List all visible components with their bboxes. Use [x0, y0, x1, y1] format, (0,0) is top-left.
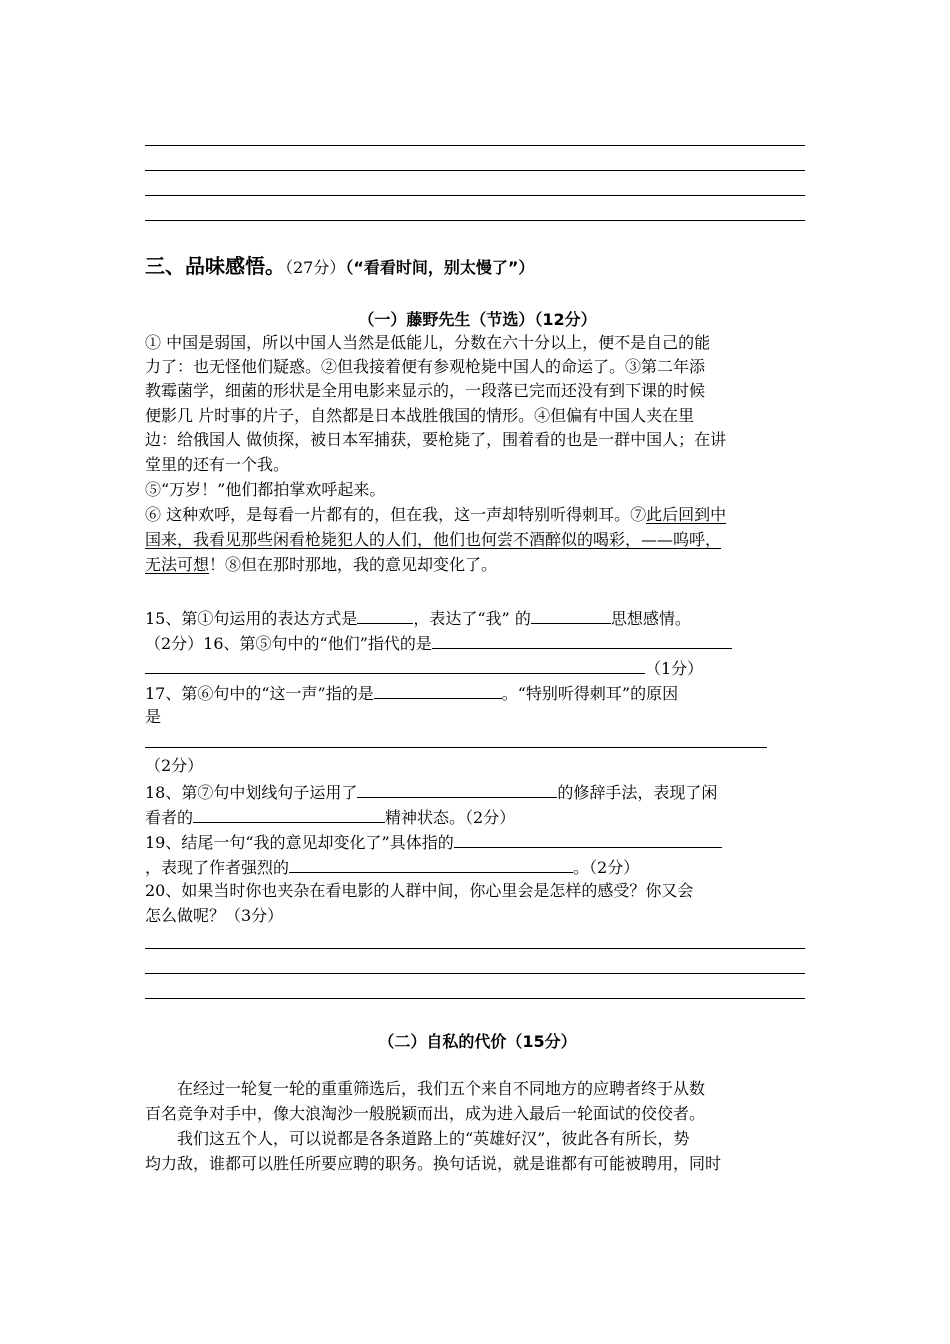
answer-line[interactable]: [145, 948, 805, 949]
passage-line: 便影几 片时事的片子，自然都是日本战胜俄国的情形。④但偏有中国人夹在里: [145, 406, 695, 425]
passage-line: 边：给俄国人 做侦探，被日本军捕获，要枪毙了，围着看的也是一群中国人；在讲: [145, 430, 727, 449]
question-19-cont: [145, 854, 810, 880]
section-title: 三、品味感悟。: [145, 254, 285, 278]
answer-blank[interactable]: [357, 605, 413, 624]
answer-blank[interactable]: [193, 804, 385, 823]
question-17-cont: [145, 705, 810, 729]
passage-title: （一）藤野先生（节选）（12分）: [358, 310, 597, 329]
question-text: 18、第⑦句中划线句子运用了: [145, 783, 358, 802]
question-text: 思想感情。: [610, 609, 691, 628]
answer-line[interactable]: [145, 220, 805, 221]
question-20: 20、如果当时你也夹杂在看电影的人群中间，你心里会是怎样的感受？你又会: [145, 881, 694, 900]
passage-line: [145, 553, 810, 577]
passage-line: [145, 503, 810, 527]
passage-text: ⑥ 这种欢呼，是每看一片都有的，但在我，这一声却特别听得刺耳。⑦: [145, 505, 647, 524]
passage-line: 百名竞争对手中，像大浪淘沙一般脱颖而出，成为进入最后一轮面试的佼佼者。: [145, 1104, 706, 1123]
answer-blank[interactable]: [145, 655, 645, 674]
section-heading: [145, 250, 534, 279]
answer-line[interactable]: [145, 145, 805, 146]
section-score: （27分）: [285, 258, 346, 277]
underlined-sentence: 无法可想: [145, 555, 210, 574]
answer-blank[interactable]: [432, 630, 732, 649]
question-text: （2分）16、第⑤句中的“他们”指代的是: [145, 634, 432, 653]
answer-blank[interactable]: [357, 779, 557, 798]
question-text: 看者的: [145, 808, 194, 827]
section-note: （“看看时间，别太慢了”）: [345, 258, 535, 277]
answer-blank[interactable]: [531, 605, 611, 624]
answer-line[interactable]: [145, 195, 805, 196]
question-text: ，表达了“我” 的: [413, 609, 531, 628]
answer-line[interactable]: [145, 973, 805, 974]
question-text: 的修辞手法，表现了闲: [557, 783, 718, 802]
question-text: 。（2分）: [573, 858, 640, 877]
answer-blank[interactable]: [454, 829, 722, 848]
question-score: （1分）: [645, 659, 704, 678]
passage-line: 在经过一轮复一轮的重重筛选后，我们五个来自不同地方的应聘者终于从数: [177, 1079, 706, 1098]
answer-line[interactable]: [145, 998, 805, 999]
answer-line[interactable]: [145, 170, 805, 171]
question-18-cont: [145, 804, 810, 830]
passage-line: ① 中国是弱国，所以中国人当然是低能儿，分数在六十分以上，便不是自己的能: [145, 333, 711, 352]
question-17: [145, 680, 810, 706]
underlined-sentence: 此后回到中: [646, 505, 727, 524]
question-18: [145, 779, 810, 805]
question-text: 17、第⑥句中的“这一声”指的是: [145, 684, 374, 703]
passage-line: ⑤“万岁！”他们都拍掌欢呼起来。: [145, 480, 386, 499]
question-16: [145, 630, 810, 656]
question-text: 。“特别听得刺耳”的原因: [501, 684, 679, 703]
question-19: [145, 829, 810, 855]
question-text: 是: [145, 707, 162, 726]
question-text: 15、第①句运用的表达方式是: [145, 609, 358, 628]
passage-text: ！⑧但在那时那地，我的意见却变化了。: [209, 555, 498, 574]
question-text: ，表现了作者强烈的: [145, 858, 290, 877]
question-score: （2分）: [145, 756, 204, 775]
question-text: 精神状态。（2分）: [385, 808, 516, 827]
passage-line: 我们这五个人，可以说都是各条道路上的“英雄好汉”，彼此各有所长，势: [177, 1129, 690, 1148]
question-text: 19、结尾一句“我的意见却变化了”具体指的: [145, 833, 454, 852]
answer-line[interactable]: [145, 747, 767, 748]
answer-blank[interactable]: [289, 854, 573, 873]
underlined-sentence: 国来，我看见那些闲看枪毙犯人的人们，他们也何尝不酒醉似的喝彩，——呜呼，: [145, 530, 722, 549]
question-16-cont: [145, 655, 810, 681]
passage-title: （二）自私的代价（15分）: [378, 1032, 577, 1051]
question-15: [145, 605, 810, 631]
passage-line: [145, 528, 810, 552]
question-17-score: [145, 754, 810, 778]
passage-line: 堂里的还有一个我。: [145, 455, 290, 474]
passage-line: 教霉菌学，细菌的形状是全用电影来显示的，一段落已完而还没有到下课的时候: [145, 381, 706, 400]
passage-line: 力了：也无怪他们疑惑。②但我接着便有参观枪毙中国人的命运了。③第二年添: [145, 357, 706, 376]
question-20-cont: 怎么做呢？（3分）: [145, 906, 284, 925]
passage-line: 均力敌，谁都可以胜任所要应聘的职务。换句话说，就是谁都有可能被聘用，同时: [145, 1154, 722, 1173]
answer-blank[interactable]: [374, 680, 502, 699]
